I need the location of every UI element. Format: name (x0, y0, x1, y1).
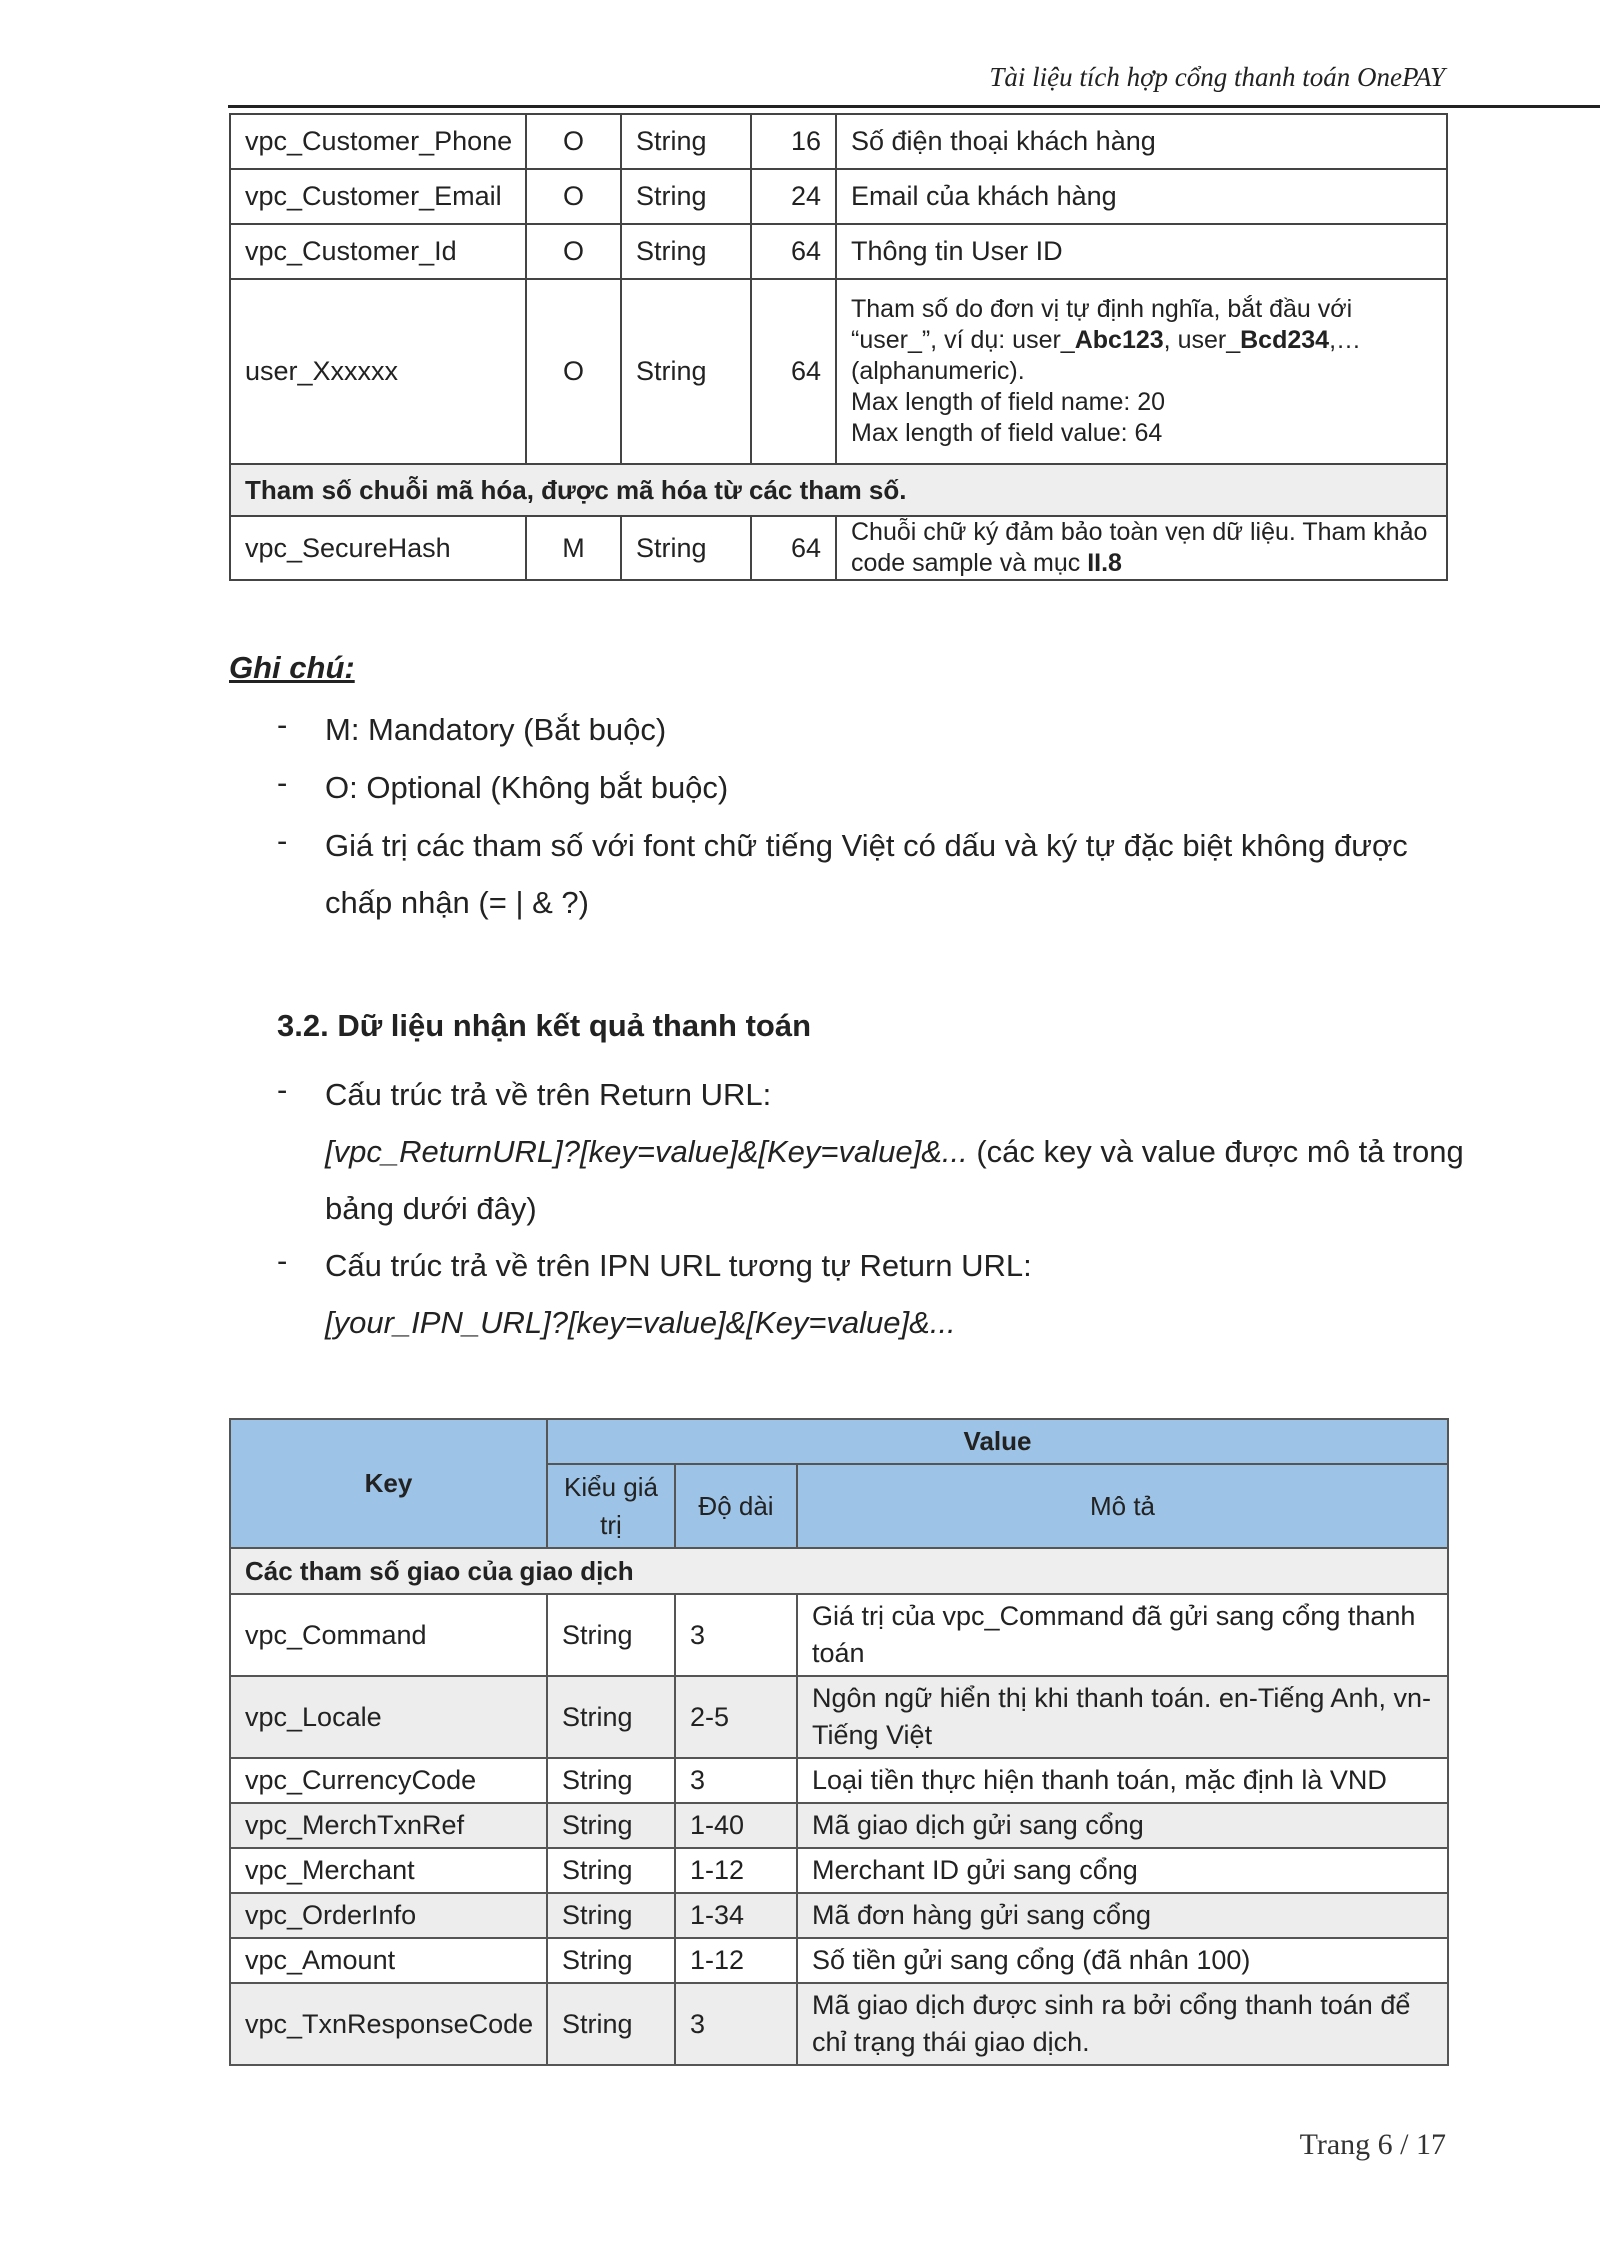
bullet-dash: - (277, 1243, 288, 1278)
note-item: M: Mandatory (Bắt buộc) (325, 712, 667, 747)
result-length: 2-5 (675, 1676, 797, 1758)
result-type: String (547, 1893, 675, 1938)
result-parameters-table (229, 1418, 1449, 2066)
result-key: vpc_OrderInfo (230, 1893, 547, 1938)
result-key: vpc_Command (230, 1594, 547, 1676)
param-length: 24 (751, 169, 836, 224)
param-description (836, 516, 1447, 580)
structure-label: Cấu trúc trả về trên IPN URL tương tự Return URL: (325, 1248, 1032, 1283)
result-description: Số tiền gửi sang cổng (đã nhân 100) (797, 1938, 1448, 1983)
desc-line: Max length of field value: 64 (851, 419, 1163, 447)
result-type: String (547, 1676, 675, 1758)
param-required: O (526, 114, 621, 169)
param-required: O (526, 224, 621, 279)
table-row (230, 169, 1447, 224)
url-pattern: [vpc_ReturnURL]?[key=value]&[Key=value]&... (325, 1134, 968, 1169)
param-type: String (621, 279, 751, 464)
param-required: O (526, 169, 621, 224)
desc-text: ,… (alphanumeric). (851, 326, 1362, 385)
result-length: 1-12 (675, 1938, 797, 1983)
header-key: Key (230, 1419, 547, 1548)
header-type: Kiểu giá trị (547, 1464, 675, 1548)
param-description: Email của khách hàng (836, 169, 1447, 224)
desc-text: Chuỗi chữ ký đảm bảo toàn vẹn dữ liệu. Tham khảo code sample và mục (851, 518, 1428, 577)
result-type: String (547, 1938, 675, 1983)
header-divider (228, 105, 1600, 108)
result-length: 3 (675, 1594, 797, 1676)
table-row (230, 1676, 1448, 1758)
table-group-row (230, 1548, 1448, 1594)
param-required: M (526, 516, 621, 580)
structure-note: (các key và value được mô tả trong bảng dưới đây) (325, 1134, 1464, 1226)
param-type: String (621, 169, 751, 224)
header-value: Value (547, 1419, 1448, 1464)
result-description: Giá trị của vpc_Command đã gửi sang cổng thanh toán (797, 1594, 1448, 1676)
bullet-dash: - (277, 1072, 288, 1107)
result-key: vpc_Locale (230, 1676, 547, 1758)
table-section-row (230, 464, 1447, 516)
desc-text: , user_ (1163, 326, 1241, 354)
result-description: Mã giao dịch được sinh ra bởi cổng thanh toán để chỉ trạng thái giao dịch. (797, 1983, 1448, 2065)
result-description: Mã giao dịch gửi sang cổng (797, 1803, 1448, 1848)
param-length: 64 (751, 224, 836, 279)
param-type: String (621, 114, 751, 169)
url-pattern: [your_IPN_URL]?[key=value]&[Key=value]&... (325, 1305, 956, 1340)
result-key: vpc_Amount (230, 1938, 547, 1983)
result-type: String (547, 1803, 675, 1848)
result-type: String (547, 1983, 675, 2065)
result-key: vpc_MerchTxnRef (230, 1803, 547, 1848)
param-type: String (621, 516, 751, 580)
param-description (836, 279, 1447, 464)
section-heading: 3.2. Dữ liệu nhận kết quả thanh toán (277, 1008, 812, 1043)
param-key: vpc_Customer_Email (230, 169, 526, 224)
param-key: vpc_Customer_Phone (230, 114, 526, 169)
table-row (230, 1848, 1448, 1893)
table-row (230, 1938, 1448, 1983)
document-header-title: Tài liệu tích hợp cổng thanh toán OnePAY (989, 62, 1445, 92)
param-length: 64 (751, 279, 836, 464)
result-description: Ngôn ngữ hiển thị khi thanh toán. en-Tiếng Anh, vn-Tiếng Việt (797, 1676, 1448, 1758)
group-label: Các tham số giao của giao dịch (230, 1548, 1448, 1594)
param-required: O (526, 279, 621, 464)
result-length: 1-40 (675, 1803, 797, 1848)
bullet-dash: - (277, 823, 288, 858)
table-row (230, 1983, 1448, 2065)
desc-bold: Abc123 (1074, 326, 1164, 354)
desc-bold: II.8 (1087, 549, 1122, 577)
table-row (230, 516, 1447, 580)
param-description: Số điện thoại khách hàng (836, 114, 1447, 169)
section-label: Tham số chuỗi mã hóa, được mã hóa từ các tham số. (230, 464, 1447, 516)
note-item: O: Optional (Không bắt buộc) (325, 770, 729, 805)
result-key: vpc_Merchant (230, 1848, 547, 1893)
table-row (230, 279, 1447, 464)
result-length: 3 (675, 1983, 797, 2065)
ipn-url-structure (325, 1237, 1465, 1351)
header-length: Độ dài (675, 1464, 797, 1548)
structure-label: Cấu trúc trả về trên Return URL: (325, 1077, 772, 1112)
table-row (230, 1758, 1448, 1803)
table-header-row (230, 1419, 1448, 1464)
result-type: String (547, 1758, 675, 1803)
return-url-structure (325, 1066, 1465, 1237)
desc-line: Max length of field name: 20 (851, 388, 1166, 416)
result-length: 1-34 (675, 1893, 797, 1938)
param-length: 16 (751, 114, 836, 169)
desc-bold: Bcd234 (1240, 326, 1330, 354)
table-row (230, 1803, 1448, 1848)
result-length: 1-12 (675, 1848, 797, 1893)
result-key: vpc_TxnResponseCode (230, 1983, 547, 2065)
param-key: vpc_SecureHash (230, 516, 526, 580)
param-type: String (621, 224, 751, 279)
table-row (230, 1893, 1448, 1938)
result-type: String (547, 1594, 675, 1676)
result-length: 3 (675, 1758, 797, 1803)
bullet-dash: - (277, 707, 288, 742)
page-number: Trang 6 / 17 (1299, 2128, 1446, 2161)
result-key: vpc_CurrencyCode (230, 1758, 547, 1803)
result-description: Loại tiền thực hiện thanh toán, mặc định là VND (797, 1758, 1448, 1803)
desc-text: Tham số do đơn vị tự định nghĩa, bắt đầu với “user_”, ví dụ: user_ (851, 295, 1353, 354)
param-key: user_Xxxxxx (230, 279, 526, 464)
bullet-dash: - (277, 765, 288, 800)
header-description: Mô tả (797, 1464, 1448, 1548)
result-type: String (547, 1848, 675, 1893)
table-row (230, 224, 1447, 279)
param-length: 64 (751, 516, 836, 580)
parameters-table (229, 113, 1448, 581)
table-row (230, 1594, 1448, 1676)
result-description: Mã đơn hàng gửi sang cổng (797, 1893, 1448, 1938)
table-row (230, 114, 1447, 169)
param-description: Thông tin User ID (836, 224, 1447, 279)
result-description: Merchant ID gửi sang cổng (797, 1848, 1448, 1893)
param-key: vpc_Customer_Id (230, 224, 526, 279)
note-item: Giá trị các tham số với font chữ tiếng Việt có dấu và ký tự đặc biệt không được chấp nhận (= | & ?) (325, 828, 1408, 920)
notes-title: Ghi chú: (229, 650, 355, 685)
